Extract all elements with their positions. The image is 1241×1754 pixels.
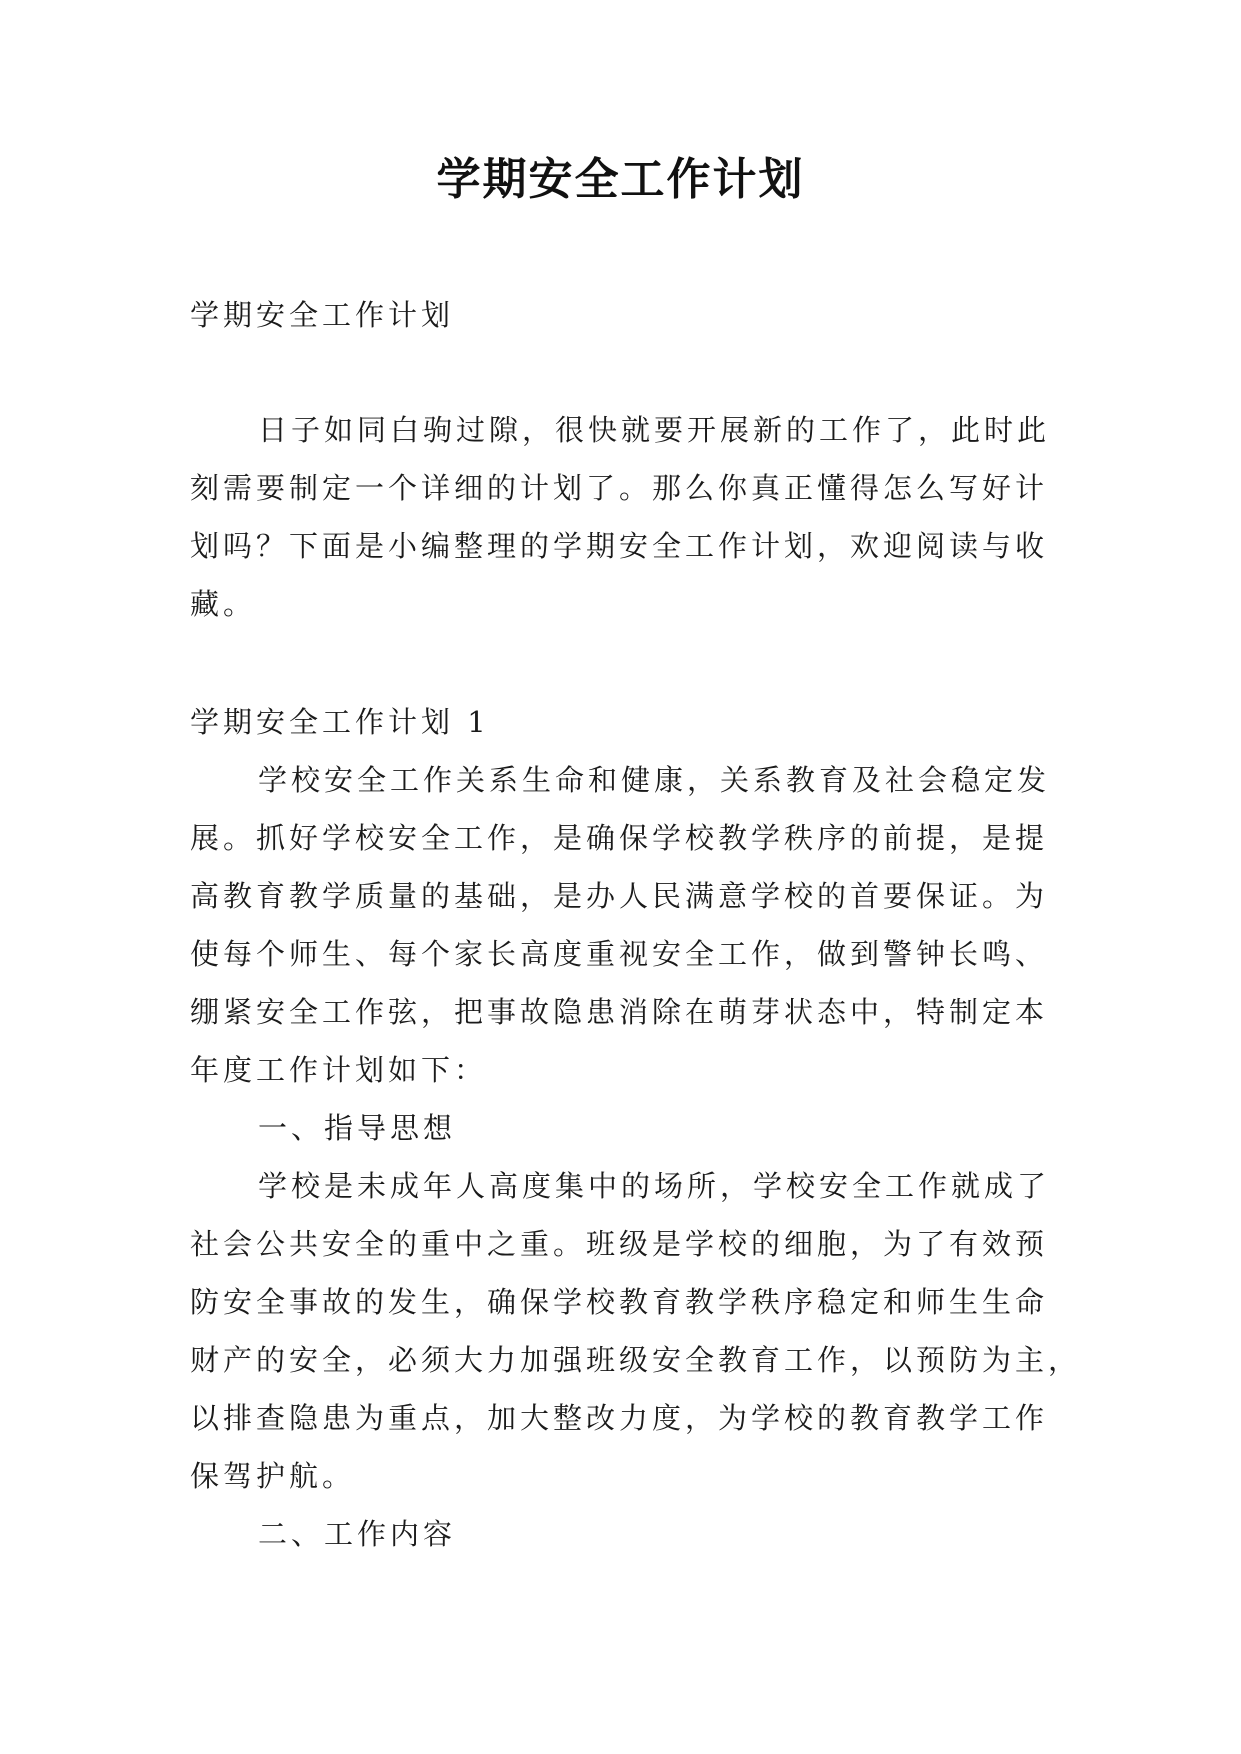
paragraph-line: 学校安全工作关系生命和健康，关系教育及社会稳定发 [258, 763, 1051, 797]
paragraph-line: 展。抓好学校安全工作，是确保学校教学秩序的前提，是提 [190, 821, 1049, 855]
document-body [190, 286, 1082, 1563]
paragraph-line: 财产的安全，必须大力加强班级安全教育工作，以预防为主， [190, 1343, 1082, 1377]
intro-line: 藏。 [190, 587, 257, 621]
intro-paragraph [190, 401, 1070, 633]
intro-line: 刻需要制定一个详细的计划了。那么你真正懂得怎么写好计 [190, 471, 1049, 505]
paragraph-line: 使每个师生、每个家长高度重视安全工作，做到警钟长鸣、 [190, 937, 1049, 971]
paragraph-1 [190, 751, 1070, 1099]
paragraph-line: 年度工作计划如下： [190, 1053, 488, 1087]
paragraph-line: 学校是未成年人高度集中的场所，学校安全工作就成了 [258, 1169, 1051, 1203]
heading-work-content: 二、工作内容 [258, 1517, 457, 1551]
document-title: 学期安全工作计划 [436, 154, 805, 205]
paragraph-line: 防安全事故的发生，确保学校教育教学秩序稳定和师生生命 [190, 1285, 1049, 1319]
document-subtitle: 学期安全工作计划 [190, 298, 455, 332]
section-title: 学期安全工作计划 1 [190, 705, 490, 739]
intro-line: 划吗？下面是小编整理的学期安全工作计划，欢迎阅读与收 [190, 529, 1049, 563]
intro-line: 日子如同白驹过隙，很快就要开展新的工作了，此时此 [258, 413, 1051, 447]
paragraph-line: 保驾护航。 [190, 1459, 356, 1493]
paragraph-line: 以排查隐患为重点，加大整改力度，为学校的教育教学工作 [190, 1401, 1049, 1435]
paragraph-line: 高教育教学质量的基础，是办人民满意学校的首要保证。为 [190, 879, 1049, 913]
heading-guiding-ideology: 一、指导思想 [258, 1111, 457, 1145]
paragraph-line: 社会公共安全的重中之重。班级是学校的细胞，为了有效预 [190, 1227, 1049, 1261]
paragraph-line: 绷紧安全工作弦，把事故隐患消除在萌芽状态中，特制定本 [190, 995, 1049, 1029]
paragraph-2 [190, 1157, 1082, 1505]
